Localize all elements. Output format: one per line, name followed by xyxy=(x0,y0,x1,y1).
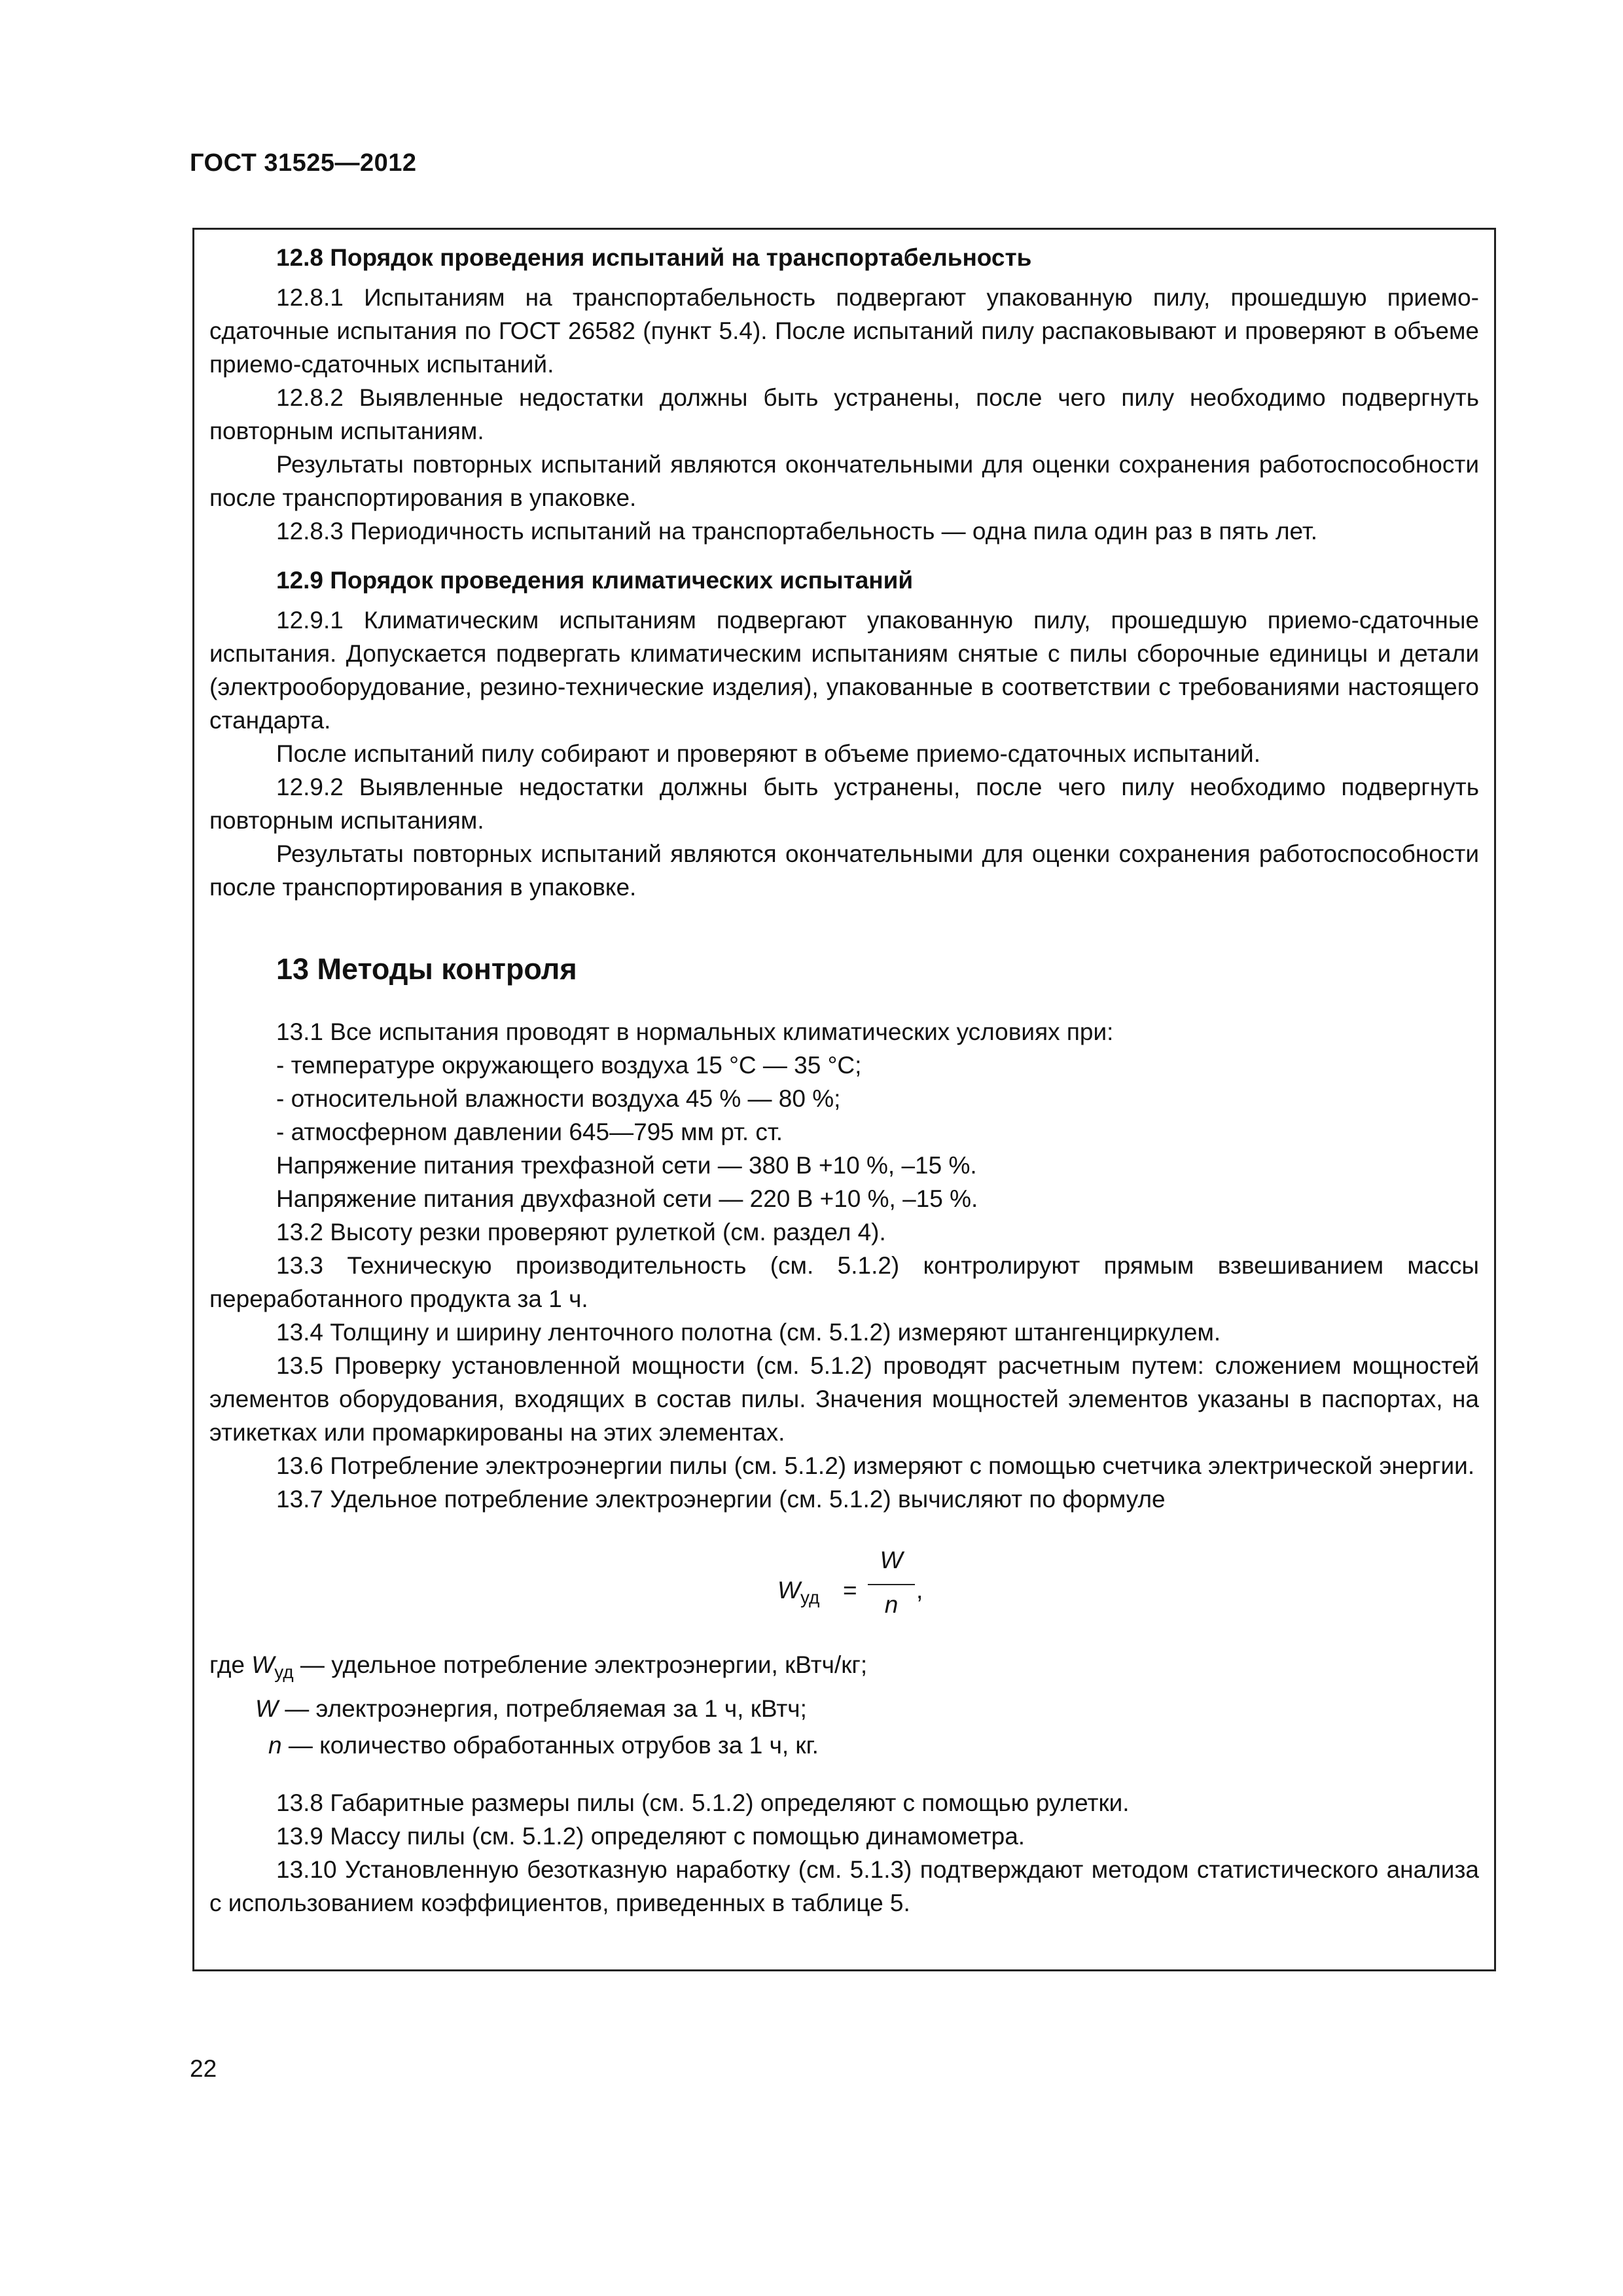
paragraph-12-9-after: После испытаний пилу собирают и проверяют в объеме приемо-сдаточных испытаний. xyxy=(276,740,1260,767)
paragraph-13-3: 13.3 Техническую производительность (см. 5.1.2) контролируют прямым взвешиванием массы переработанного продукта за 1 ч. xyxy=(209,1252,1479,1312)
paragraph-13-8: 13.8 Габаритные размеры пилы (см. 5.1.2) определяют с помощью рулетки. xyxy=(276,1789,1130,1816)
legend-line-w-ud xyxy=(209,1647,1479,1691)
legend-w-ud-desc: — удельное потребление электроэнергии, кВтч/кг; xyxy=(293,1651,868,1678)
legend-w-ud-symbol: W xyxy=(251,1651,275,1678)
formula-lhs-subscript: уд xyxy=(800,1587,820,1607)
paragraph-13-10: 13.10 Установленную безотказную наработку (см. 5.1.3) подтверждают методом статистического анализа с использованием коэффициентов, приведенных в таблице 5. xyxy=(209,1856,1479,1916)
legend-spacer xyxy=(209,1764,1479,1786)
legend-w-symbol: W xyxy=(255,1695,278,1722)
paragraph-13-5: 13.5 Проверку установленной мощности (см. 5.1.2) проводят расчетным путем: сложением мощностей элементов оборудования, входящих в состав пилы. Значения мощностей элементов указаны в паспортах, на этикетках или промаркированы на этих элементах. xyxy=(209,1352,1479,1446)
condition-pressure: - атмосферном давлении 645—795 мм рт. ст. xyxy=(276,1119,783,1145)
voltage-three-phase: Напряжение питания трехфазной сети — 380 В +10 %, –15 %. xyxy=(276,1152,977,1179)
legend-n-symbol: n xyxy=(268,1732,282,1759)
page-number: 22 xyxy=(190,2055,217,2082)
paragraph-13-4: 13.4 Толщину и ширину ленточного полотна (см. 5.1.2) измеряют штангенциркулем. xyxy=(276,1319,1221,1346)
legend-w-desc: — электроэнергия, потребляемая за 1 ч, кВтч; xyxy=(277,1695,807,1722)
document-header: ГОСТ 31525—2012 xyxy=(190,149,417,177)
legend-line-n xyxy=(209,1727,1479,1764)
paragraph-12-8-3: 12.8.3 Периодичность испытаний на транспортабельность — одна пила один раз в пять лет. xyxy=(276,518,1318,545)
paragraph-13-6: 13.6 Потребление электроэнергии пилы (см. 5.1.2) измеряют с помощью счетчика электрической энергии. xyxy=(276,1452,1475,1479)
formula-lhs xyxy=(777,1573,819,1614)
document-body xyxy=(209,241,1479,1920)
formula-comma: , xyxy=(916,1577,923,1604)
formula-denominator: n xyxy=(884,1591,899,1618)
paragraph-12-9-results: Результаты повторных испытаний являются окончательными для оценки сохранения работоспособности после транспортирования в упаковке. xyxy=(209,840,1479,901)
paragraph-13-9: 13.9 Массу пилы (см. 5.1.2) определяют с помощью динамометра. xyxy=(276,1823,1026,1850)
subsection-title-12-8: 12.8 Порядок проведения испытаний на транспортабельность xyxy=(276,244,1032,271)
legend-n-desc: — количество обработанных отрубов за 1 ч, кг. xyxy=(281,1732,819,1759)
formula-lhs-symbol: W xyxy=(777,1577,800,1604)
formula-fraction-bar xyxy=(868,1584,915,1585)
paragraph-12-9-1: 12.9.1 Климатическим испытаниям подвергают упакованную пилу, прошедшую приемо-сдаточные испытания. Допускается подвергать климатическим испытаниям снятые с пилы сборочные единицы и детали (электрооборудование, резино-технические изделия), упакованные в соответствии с требованиями настоящего стандарта. xyxy=(209,607,1479,734)
voltage-two-phase: Напряжение питания двухфазной сети — 220 В +10 %, –15 %. xyxy=(276,1185,978,1212)
formula-equals: = xyxy=(843,1577,857,1604)
paragraph-13-2: 13.2 Высоту резки проверяют рулеткой (см. раздел 4). xyxy=(276,1219,886,1246)
condition-temperature: - температуре окружающего воздуха 15 °С — 35 °С; xyxy=(276,1052,862,1079)
paragraph-12-8-results: Результаты повторных испытаний являются окончательными для оценки сохранения работоспособности после транспортирования в упаковке. xyxy=(209,451,1479,511)
condition-humidity: - относительной влажности воздуха 45 % — 80 %; xyxy=(276,1085,841,1112)
paragraph-13-7: 13.7 Удельное потребление электроэнергии (см. 5.1.2) вычисляют по формуле xyxy=(276,1486,1166,1513)
legend-where: где xyxy=(209,1651,245,1678)
paragraph-12-9-2: 12.9.2 Выявленные недостатки должны быть устранены, после чего пилу необходимо подвергнуть повторным испытаниям. xyxy=(209,774,1479,834)
section-title-13: 13 Методы контроля xyxy=(276,952,577,986)
paragraph-13-1: 13.1 Все испытания проводят в нормальных климатических условиях при: xyxy=(276,1018,1114,1045)
subsection-title-12-9: 12.9 Порядок проведения климатических испытаний xyxy=(276,567,914,594)
formula-legend xyxy=(209,1647,1479,1764)
legend-w-ud-subscript: уд xyxy=(274,1662,294,1682)
legend-line-w xyxy=(209,1691,1479,1727)
paragraph-12-8-2: 12.8.2 Выявленные недостатки должны быть устранены, после чего пилу необходимо подвергнуть повторным испытаниям. xyxy=(209,384,1479,444)
paragraph-12-8-1: 12.8.1 Испытаниям на транспортабельность подвергают упакованную пилу, прошедшую приемо-сдаточные испытания по ГОСТ 26582 (пункт 5.4). После испытаний пилу распаковывают и проверяют в объеме приемо-сдаточных испытаний. xyxy=(209,284,1479,378)
formula-specific-consumption xyxy=(209,1542,1479,1627)
formula-numerator: W xyxy=(880,1547,903,1573)
